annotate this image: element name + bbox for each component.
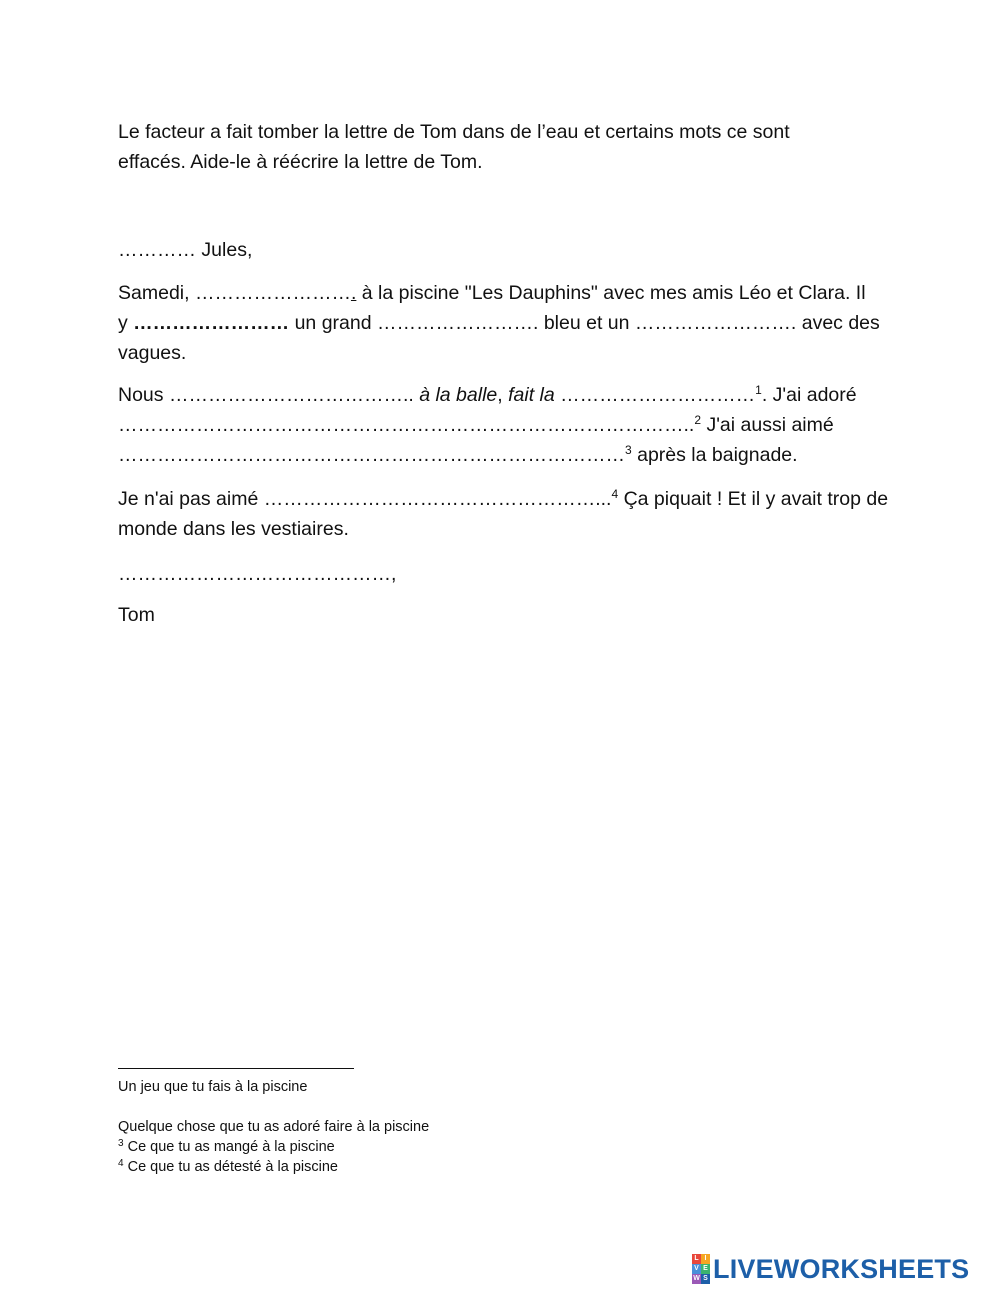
signature: Tom [118, 604, 155, 626]
instructions-line-1: Le facteur a fait tomber la lettre de Tom dans de l’eau et certains mots ce sont [118, 121, 790, 143]
footnote-ref-4: 4 [611, 487, 619, 501]
instructions-line-2: effacés. Aide-le à réécrire la lettre de Tom. [118, 151, 483, 173]
p2-text-5: …………………………………………………………………………….. [118, 414, 695, 436]
p2-text-1: Nous ……………………………….. [118, 384, 420, 406]
instructions [118, 117, 888, 177]
footnote-ref-3: 3 [625, 443, 632, 457]
footnote-ref-2: 2 [694, 413, 702, 427]
p2-text-6: J'ai aussi aimé [701, 414, 834, 436]
p1-text-5: vagues. [118, 342, 187, 364]
closing-blank[interactable]: ……………………………………, [118, 563, 397, 585]
letter-paragraph-3 [118, 484, 888, 544]
liveworksheets-logo [692, 1252, 969, 1286]
footnote-1: Un jeu que tu fais à la piscine [118, 1079, 308, 1095]
p2-italic-2: fait la [508, 384, 555, 406]
footnote-3 [118, 1137, 335, 1157]
p1-text-1: Samedi, …………………… [118, 282, 351, 304]
letter-closing [118, 559, 888, 589]
p1-text-4: un grand ……………………. bleu et un ……………………. avec des [289, 312, 880, 334]
p2-text-2: , [497, 384, 509, 406]
greeting-blank[interactable]: ………… [118, 239, 202, 261]
footnote-2: Quelque chose que tu as adoré faire à la piscine [118, 1119, 430, 1135]
p3-text-1: Je n'ai pas aimé ……………………………………………... [118, 488, 612, 510]
footnote-4-number: 4 [118, 1158, 124, 1169]
p3-text-2: Ça piquait ! Et il y avait trop de [618, 488, 889, 510]
footnote-divider [118, 1068, 354, 1069]
p1-underlined-dot: . [350, 282, 357, 304]
footnote-4-text: Ce que tu as détesté à la piscine [123, 1159, 338, 1175]
letter-signature [118, 600, 888, 630]
p1-text-2: à la piscine "Les Dauphins" avec mes amis Léo et Clara. Il [356, 282, 866, 304]
footnote-3-number: 3 [118, 1138, 124, 1149]
p2-text-3: ………………………… [554, 384, 756, 406]
p2-text-7: …………………………………………………………………… [118, 444, 625, 466]
p2-text-8: après la baignade. [631, 444, 798, 466]
greeting-name: Jules, [201, 239, 253, 261]
letter-greeting [118, 235, 888, 265]
p1-bold-blank[interactable]: …………………… [133, 312, 290, 334]
p1-text-3: y [118, 312, 134, 334]
p2-italic-1: à la balle [419, 384, 498, 406]
letter-paragraph-1 [118, 278, 888, 368]
liveworksheets-logo-text: LIVEWORKSHEETS [713, 1253, 970, 1284]
footnote-3-text: Ce que tu as mangé à la piscine [123, 1139, 335, 1155]
p2-text-4: . J'ai adoré [761, 384, 857, 406]
letter-paragraph-2 [118, 380, 888, 470]
p3-text-3: monde dans les vestiaires. [118, 518, 349, 540]
footnote-4 [118, 1157, 338, 1177]
footnote-ref-1: 1 [755, 383, 762, 397]
liveworksheets-logo-icon: L I V E W S [692, 1254, 710, 1284]
